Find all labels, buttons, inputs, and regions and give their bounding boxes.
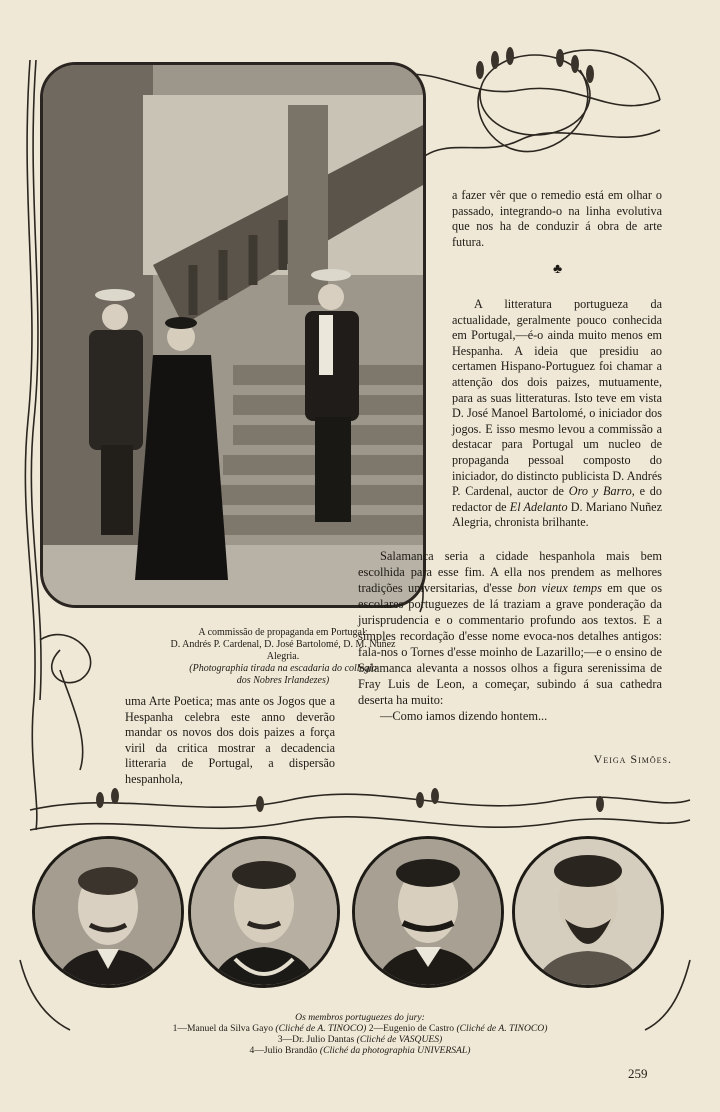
jury-4-credit: (Cliché da photographia UNIVERSAL)	[319, 1045, 471, 1056]
jury-1: 1—Manuel da Silva Gayo	[172, 1023, 276, 1034]
p2-text-c: D. Mariano Nuñez Alegria, chronista brilhante.	[452, 499, 662, 530]
salamanca-text	[358, 548, 662, 708]
p2-text-a: A litteratura portugueza da actualidade, geralmente pouco conhecida em Portugal,—é-o ainda muito menos em Hespanha. A ideia que presidiu ao certamen Hispano-Portuguez foi chamar a attenção dos dois paizes, mutuamente, para as suas litteraturas. Isto teve em vista D. José Manoel Bartolomé, o iniciador dos jogos. E isso mesmo levou a commissão a destacar para Portugal um nucleo de propaganda pessoal composto do iniciador, do distincto publicista D. Andrés P. Cardenal, auctor de	[452, 297, 662, 499]
portrait-julio-brandao	[512, 836, 664, 988]
photo-caption-line3: Alegria.	[266, 651, 300, 662]
paragraph-salamanca	[358, 548, 662, 724]
jury-4: 4—Julio Brandão	[249, 1045, 320, 1056]
jury-caption-title: Os membros portuguezes do jury:	[295, 1012, 425, 1023]
photo-caption-line5: dos Nobres Irlandezes)	[236, 675, 330, 686]
photo-caption-line1: A commissão de propaganda em Portugal:	[198, 627, 368, 638]
paragraph-arte-poetica: uma Arte Poetica; mas ante os Jogos que a Hespanha celebra este anno deverão mandar os novos dos dois paizes a força viril da critica mostrar a decadencia litteraria de Portugal, a dispersão hespanhola,	[125, 694, 335, 786]
p3-italic: bon vieux temps	[517, 581, 602, 595]
jury-1-credit: (Cliché de A. TINOCO)	[275, 1023, 367, 1034]
jury-3: 3—Dr. Julio Dantas	[277, 1034, 357, 1045]
left-column-body	[125, 694, 335, 788]
p3-text-a: Salamanca seria a cidade hespanhola mais bem escolhida para esse fim. A ella nos prendem as melhores tradições universitarias, d'esse	[358, 549, 662, 595]
right-column-top	[452, 188, 662, 250]
jury-2-credit: (Cliché de A. TINOCO)	[456, 1023, 548, 1034]
p3-text-b: em que os escolares portuguezes de lá traziam a grave ponderação da jurisprudencia e o commentario profundo aos textos. E a simples recordação d'esse nome evoca-nos detalhes antigos: fala-nos o Tornes d'esse moinho de Lazarillo;—e o ensino de Salamanca alevanta a nossos olhos a figura serenissima de Fray Luis de Leon, a começar, subindo á sua cathedra deserta ha muito:	[358, 581, 663, 707]
p2-italic-oro: Oro y Barro	[568, 484, 632, 499]
jury-2: 2—Eugenio de Castro	[366, 1023, 457, 1034]
photo-caption-line4: (Photographia tirada na escadaria do collegio	[189, 663, 377, 674]
portrait-eugenio-castro	[188, 836, 340, 988]
jury-caption-line4	[90, 1045, 630, 1056]
p2-text-b: , e do redactor de	[452, 484, 662, 514]
jury-caption-line2	[90, 1023, 630, 1034]
club-ornament-icon: ♣	[553, 262, 563, 277]
right-column-body	[452, 297, 662, 531]
paragraph-closing: —Como iamos dizendo hontem...	[380, 709, 548, 723]
paragraph-litteratura	[452, 297, 662, 531]
photo-scene	[43, 65, 423, 605]
author-signature: Veiga Simões.	[593, 752, 672, 766]
paragraph-intro: a fazer vêr que o remedio está em olhar o passado, integrando-o na linha evolutiva que nos ha de conduzir á obra de arte futura.	[452, 188, 662, 249]
page-number: 259	[628, 1066, 648, 1081]
jury-caption-line3	[90, 1034, 630, 1045]
staircase-photograph	[40, 62, 426, 608]
photo-caption-line2: D. Andrés P. Cardenal, D. José Bartolomé, D. M. Nuñez	[170, 639, 396, 650]
p2-italic-adelanto: El Adelanto	[509, 499, 568, 514]
jury-3-credit: (Cliché de VASQUES)	[356, 1034, 443, 1045]
portrait-silva-gayo	[32, 836, 184, 988]
jury-caption	[90, 1012, 630, 1056]
portrait-julio-dantas	[352, 836, 504, 988]
